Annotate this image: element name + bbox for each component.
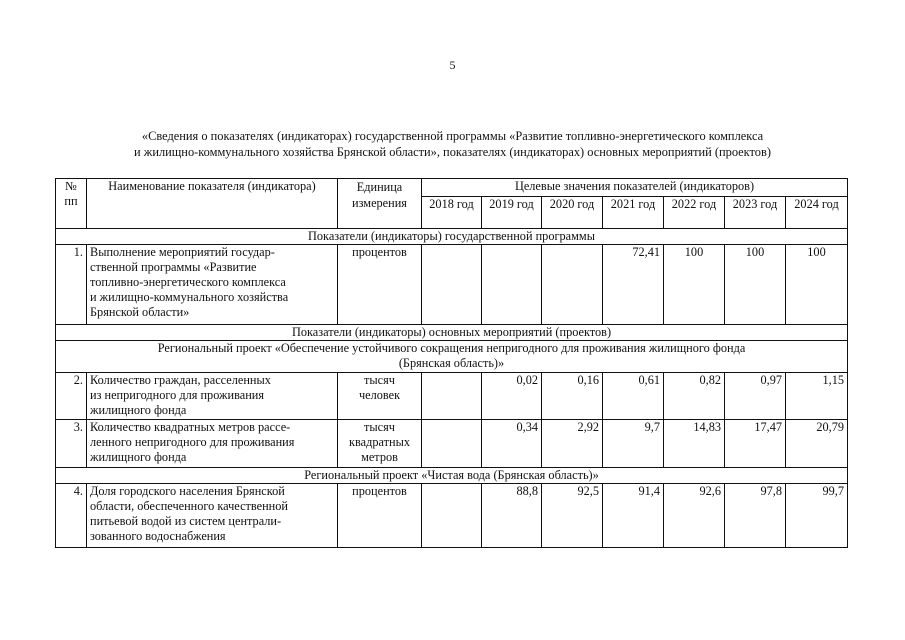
header-num-cell xyxy=(56,179,87,229)
header-unit-cell xyxy=(338,179,422,229)
project-1-title-line-1: Региональный проект «Обеспечение устойчивого сокращения непригодного для проживания жилищного фонда xyxy=(157,341,746,355)
value-2023: 97,8 xyxy=(725,484,786,548)
project-1-title-line-2: (Брянская область)» xyxy=(398,356,505,370)
page-number: 5 xyxy=(449,58,456,72)
row-number: 3. xyxy=(56,420,87,468)
table-row xyxy=(56,420,848,468)
table-row xyxy=(56,373,848,420)
value-2021: 72,41 xyxy=(603,245,664,325)
header-targets-cell: Целевые значения показателей (индикаторов) xyxy=(422,179,848,197)
value-2023: 17,47 xyxy=(725,420,786,468)
header-num-symbol: № xyxy=(65,179,77,193)
section-row-activities xyxy=(56,325,848,341)
value-2021: 0,61 xyxy=(603,373,664,420)
project-2-title: Региональный проект «Чистая вода (Брянская область)» xyxy=(56,468,848,484)
value-2020: 0,16 xyxy=(542,373,603,420)
value-2022: 14,83 xyxy=(664,420,725,468)
header-year-2022: 2022 год xyxy=(664,197,725,229)
value-2022: 0,82 xyxy=(664,373,725,420)
value-2024: 20,79 xyxy=(786,420,848,468)
indicator-name: Количество граждан, расселенных из непригодного для проживания жилищного фонда xyxy=(87,373,338,420)
section-row-project-1 xyxy=(56,341,848,373)
table-row xyxy=(56,484,848,548)
value-2021: 91,4 xyxy=(603,484,664,548)
indicator-name: Количество квадратных метров рассе- ленного непригодного для проживания жилищного фонда xyxy=(87,420,338,468)
indicator-name: Доля городского населения Брянской области, обеспеченного качественной питьевой водой из систем централи- зованного водоснабжения xyxy=(87,484,338,548)
value-2018 xyxy=(422,484,482,548)
row-number: 1. xyxy=(56,245,87,325)
heading-line-1: «Сведения о показателях (индикаторах) государственной программы «Развитие топливно-энергетического комплекса xyxy=(141,129,764,143)
header-unit-line-2: измерения xyxy=(352,196,407,210)
table-row xyxy=(56,245,848,325)
header-row-1 xyxy=(56,179,848,197)
indicators-table xyxy=(55,178,848,548)
header-name-cell: Наименование показателя (индикатора) xyxy=(87,179,338,229)
value-2019: 0,34 xyxy=(482,420,542,468)
value-2018 xyxy=(422,373,482,420)
indicator-name: Выполнение мероприятий государ- ственной программы «Развитие топливно-энергетического комплекса и жилищно-коммунального хозяйства Брянской области» xyxy=(87,245,338,325)
heading-line-2: и жилищно-коммунального хозяйства Брянской области», показателях (индикаторах) основных мероприятий (проектов) xyxy=(134,145,771,159)
header-year-2018: 2018 год xyxy=(422,197,482,229)
value-2022: 92,6 xyxy=(664,484,725,548)
value-2024: 1,15 xyxy=(786,373,848,420)
value-2020 xyxy=(542,245,603,325)
section-program-title: Показатели (индикаторы) государственной программы xyxy=(56,229,848,245)
indicator-unit: тысяч человек xyxy=(338,373,422,420)
value-2021: 9,7 xyxy=(603,420,664,468)
indicator-unit: процентов xyxy=(338,484,422,548)
value-2024: 99,7 xyxy=(786,484,848,548)
value-2019 xyxy=(482,245,542,325)
document-heading xyxy=(0,128,905,160)
value-2020: 2,92 xyxy=(542,420,603,468)
row-number: 2. xyxy=(56,373,87,420)
header-year-2020: 2020 год xyxy=(542,197,603,229)
section-activities-title: Показатели (индикаторы) основных мероприятий (проектов) xyxy=(56,325,848,341)
value-2022: 100 xyxy=(664,245,725,325)
value-2023: 0,97 xyxy=(725,373,786,420)
header-year-2023: 2023 год xyxy=(725,197,786,229)
section-row-program xyxy=(56,229,848,245)
value-2018 xyxy=(422,420,482,468)
value-2019: 88,8 xyxy=(482,484,542,548)
header-unit-line-1: Единица xyxy=(356,180,403,194)
project-1-title xyxy=(56,341,848,373)
header-year-2021: 2021 год xyxy=(603,197,664,229)
value-2019: 0,02 xyxy=(482,373,542,420)
value-2020: 92,5 xyxy=(542,484,603,548)
value-2023: 100 xyxy=(725,245,786,325)
row-number: 4. xyxy=(56,484,87,548)
header-year-2019: 2019 год xyxy=(482,197,542,229)
header-num-abbrev: пп xyxy=(64,194,78,208)
header-year-2024: 2024 год xyxy=(786,197,848,229)
value-2024: 100 xyxy=(786,245,848,325)
indicator-unit: процентов xyxy=(338,245,422,325)
indicator-unit: тысяч квадратных метров xyxy=(338,420,422,468)
value-2018 xyxy=(422,245,482,325)
section-row-project-2 xyxy=(56,468,848,484)
